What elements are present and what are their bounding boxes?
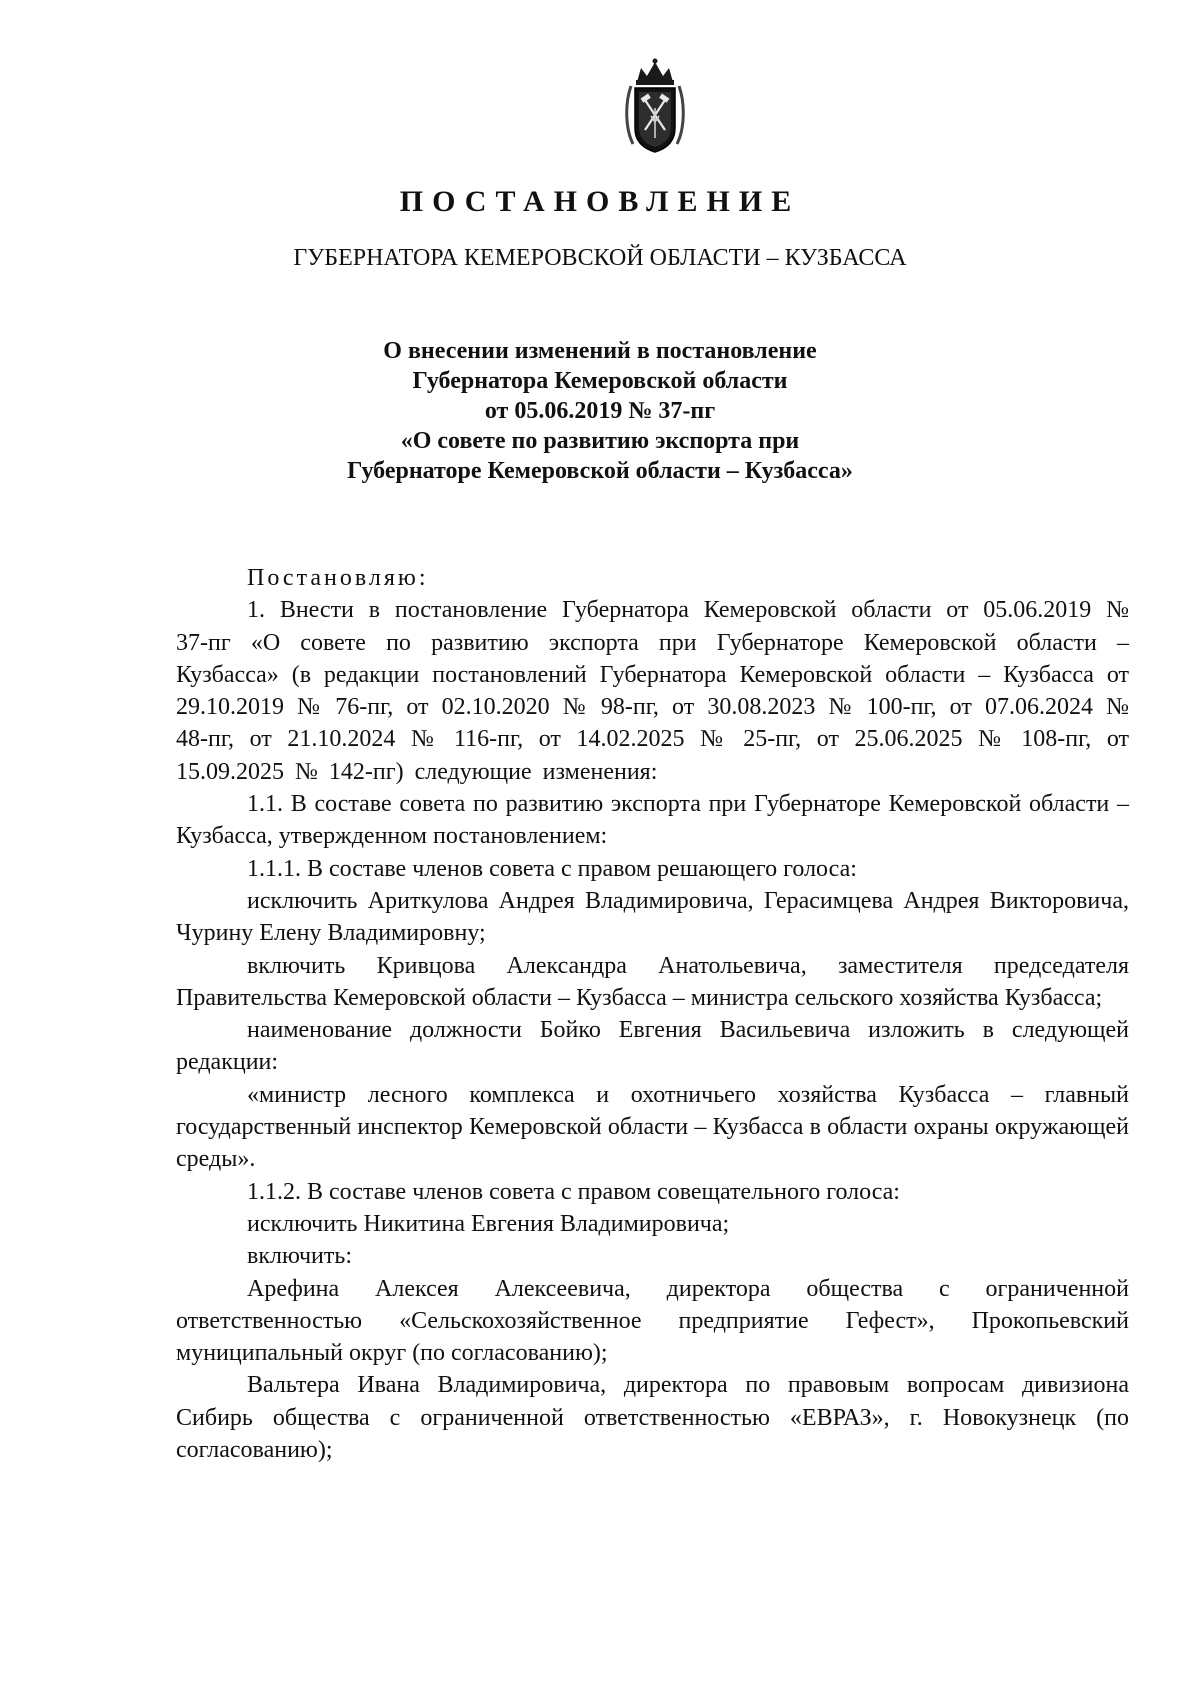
paragraph-exclude: исключить Ариткулова Андрея Владимировича, Герасимцева Андрея Викторовича, Чурину Елену Владимировну;	[176, 887, 1129, 947]
title-line: О внесении изменений в постановление	[383, 338, 817, 364]
paragraph-exclude-advisory: исключить Никитина Евгения Владимировича;	[247, 1210, 730, 1237]
paragraph-member-arefin: Арефина Алексея Алексеевича, директора общества с ограниченной ответственностью «Сельскохозяйственное предприятие Гефест», Прокопьевский муниципальный округ (по согласованию);	[176, 1275, 1129, 1367]
document-type-heading: ПОСТАНОВЛЕНИЕ	[399, 185, 801, 218]
title-line: «О совете по развитию экспорта при	[400, 428, 800, 454]
document-body	[176, 562, 1129, 1466]
paragraph-position-change: наименование должности Бойко Евгения Васильевича изложить в следующей редакции:	[176, 1017, 1129, 1076]
paragraph-member-valter: Вальтера Ивана Владимировича, директора по правовым вопросам дивизиона Сибирь общества с ограниченной ответственностью «ЕВРАЗ», г. Новокузнецк (по согласованию);	[176, 1372, 1129, 1464]
paragraph-new-position: «министр лесного комплекса и охотничьего хозяйства Кузбасса – главный государственный инспектор Кемеровской области – Кузбасса в области охраны окружающей среды».	[176, 1081, 1129, 1173]
kemerovo-oblast-coat-of-arms-icon	[623, 58, 687, 156]
paragraph-include-advisory: включить:	[247, 1243, 352, 1270]
resolution-word: Постановляю:	[247, 565, 429, 591]
title-line: Губернатора Кемеровской области	[412, 368, 788, 394]
document-title	[0, 336, 1200, 486]
paragraph-item-1-1: 1.1. В составе совета по развитию экспорта при Губернаторе Кемеровской области – Кузбасса, утвержденном постановлением:	[176, 791, 1129, 850]
paragraph-item-1: 1. Внести в постановление Губернатора Кемеровской области от 05.06.2019 № 37-пг «О совете по развитию экспорта при Губернаторе Кемеровской области – Кузбасса» (в редакции постановлений Губернатора Кемеровской области – Кузбасса от 29.10.2019 № 76-пг, от 02.10.2020 № 98-пг, от 30.08.2023 № 100-пг, от 07.06.2024 № 48-пг, от 21.10.2024 № 116-пг, от 14.02.2025 № 25-пг, от 25.06.2025 № 108-пг, от 15.09.2025 № 142-пг) следующие изменения:	[176, 597, 1129, 785]
paragraph-item-1-1-1: 1.1.1. В составе членов совета с правом решающего голоса:	[247, 855, 857, 882]
paragraph-item-1-1-2: 1.1.2. В составе членов совета с правом совещательного голоса:	[247, 1178, 900, 1205]
title-line: от 05.06.2019 № 37-пг	[484, 398, 716, 424]
issuing-authority: ГУБЕРНАТОРА КЕМЕРОВСКОЙ ОБЛАСТИ – КУЗБАССА	[293, 245, 907, 271]
paragraph-include: включить Кривцова Александра Анатольевича, заместителя председателя Правительства Кемеровской области – Кузбасса – министра сельского хозяйства Кузбасса;	[176, 952, 1129, 1011]
title-line: Губернаторе Кемеровской области – Кузбасса»	[347, 458, 853, 484]
